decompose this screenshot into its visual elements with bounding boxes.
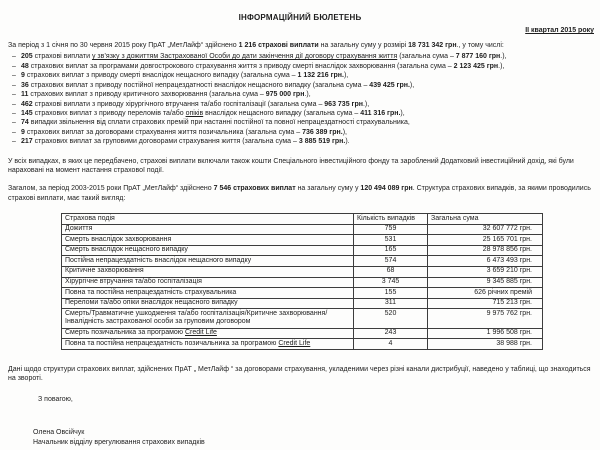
text-segment: ), <box>409 81 415 89</box>
quarter-label: ІІ квартал 2015 року <box>525 27 594 34</box>
text-segment: 9 <box>21 72 25 80</box>
text-segment: випадки звільнення від сплати страхових премій при настанні постійної та повної непрацездатності страхувальника, <box>28 119 410 127</box>
count-cell: 155 <box>354 288 428 299</box>
text-segment: 7 546 страхових виплат <box>213 185 296 193</box>
text-segment: .), <box>362 100 370 108</box>
text-segment: Переломи та/або опіки внаслідок нещасного випадку <box>65 299 238 307</box>
text-segment: Смерть внаслідок нещасного випадку <box>65 246 188 254</box>
payout-item <box>0 90 594 99</box>
table-row <box>62 224 543 235</box>
payout-item <box>0 71 594 80</box>
table-row <box>62 288 543 299</box>
event-cell <box>62 256 354 267</box>
text-segment: страхові виплати <box>32 53 92 61</box>
text-segment: .), <box>500 53 507 61</box>
text-segment: 462 <box>21 100 33 108</box>
text-segment: на загальну суму у <box>295 185 361 193</box>
event-cell <box>62 235 354 246</box>
sum-cell: 25 165 701 грн. <box>428 235 543 246</box>
sum-cell: 3 659 210 грн. <box>428 266 543 277</box>
table-row <box>62 339 543 350</box>
text-segment: Смерть/Травматичне ушкодження та/або госпіталізація/Критичне захворювання/ Інвалідність застрахованої особи за груповим договором <box>65 309 328 326</box>
text-segment: Постійна непрацездатність внаслідок нещасного випадку <box>65 256 252 264</box>
event-cell <box>62 288 354 299</box>
table-row <box>62 266 543 277</box>
payout-list <box>0 52 594 147</box>
text-segment: . Структура страхових випадків, за якими проводились страхові виплати, має такий вигляд: <box>8 185 591 202</box>
text-segment: 9 <box>21 128 25 136</box>
sum-cell: 32 607 772 грн. <box>428 224 543 235</box>
distribution-note-paragraph: Дані щодо структури страхових виплат, здійснених ПрАТ „ МетЛайф “ за договорами страхування, укладеними через різні канали дистрибуції, наведено у таблиці, що знаходиться на звороті. <box>8 365 591 383</box>
text-segment: 1 216 страхові виплати <box>238 42 319 49</box>
text-segment: 439 425 грн. <box>369 81 410 89</box>
count-cell: 759 <box>354 224 428 235</box>
event-cell <box>62 245 354 256</box>
text-segment: 11 <box>21 91 29 99</box>
sum-cell: 28 978 856 грн. <box>428 245 543 256</box>
text-segment: .), <box>304 91 311 99</box>
header-total-sum: Загальна сума <box>428 214 543 225</box>
text-segment: .), <box>498 62 505 70</box>
count-cell: 68 <box>354 266 428 277</box>
count-cell: 3 745 <box>354 277 428 288</box>
table-row <box>62 235 543 246</box>
text-segment: 120 494 089 грн <box>360 185 413 193</box>
claims-table-wrap <box>61 213 600 350</box>
text-segment: Смерть позичальника за програмою <box>65 329 185 337</box>
payout-item <box>0 62 594 71</box>
text-segment: Повна та постійна непрацездатність позичальника за програмою <box>65 339 279 347</box>
text-segment: страхових виплат за договорами страхування життя позичальника (загальна сума – <box>24 128 303 136</box>
count-cell: 165 <box>354 245 428 256</box>
intro-paragraph <box>8 41 593 50</box>
text-segment: За період з 1 січня по 30 червня 2015 року ПрАТ „МетЛайф“ здійснено <box>8 42 239 49</box>
payout-item <box>0 109 594 118</box>
count-cell: 311 <box>354 298 428 309</box>
text-segment: ., у тому числі: <box>456 42 504 49</box>
total-summary-paragraph <box>8 184 593 203</box>
text-segment: 217 <box>21 138 33 146</box>
text-segment: Хірургічне втручання та/або госпіталізація <box>65 278 202 286</box>
text-segment: (загальна сума – <box>397 53 456 61</box>
text-segment: ), <box>400 110 405 118</box>
table-row <box>62 245 543 256</box>
text-segment: Дожиття <box>65 225 93 233</box>
text-segment: 736 389 грн. <box>302 128 343 136</box>
text-segment: 74 <box>21 119 29 127</box>
table-row <box>62 277 543 288</box>
event-cell <box>62 298 354 309</box>
header-case-count: Кількість випадків <box>354 214 428 225</box>
payout-item <box>0 81 594 90</box>
text-segment: Credit Life <box>185 329 217 337</box>
signatory-name: Олена Овсійчук <box>33 429 85 437</box>
text-segment: 2 123 425 грн <box>453 62 499 70</box>
text-segment: Смерть внаслідок захворювання <box>65 235 172 243</box>
table-row <box>62 298 543 309</box>
count-cell: 531 <box>354 235 428 246</box>
text-segment: у зв’язку з дожиттям Застрахованої Особи до дати закінчення дії договору страхування життя <box>91 53 398 61</box>
count-cell: 574 <box>354 256 428 267</box>
bulletin-title: ІНФОРМАЦІЙНИЙ БЮЛЕТЕНЬ <box>238 13 362 22</box>
event-cell <box>62 277 354 288</box>
text-segment: 411 316 грн. <box>360 110 401 118</box>
text-segment: 205 <box>21 53 33 61</box>
count-cell: 520 <box>354 309 428 328</box>
text-segment: 145 <box>21 110 33 118</box>
claims-table <box>61 213 543 350</box>
text-segment: страхових виплат за програмами довгострокового страхування життя з приводу смерті внаслідок захворювання (загальна сума – <box>28 62 454 70</box>
payout-item <box>0 137 594 146</box>
event-cell <box>62 309 354 328</box>
payout-item <box>0 128 594 137</box>
event-cell <box>62 339 354 350</box>
text-segment: страхових виплат з приводу смерті внаслідок нещасного випадку (загальна сума – <box>24 72 298 80</box>
text-segment: Повна та постійна непрацездатність страхувальника <box>65 288 237 296</box>
event-cell <box>62 266 354 277</box>
text-segment: Критичне захворювання <box>65 267 144 275</box>
text-segment: ), <box>342 128 347 136</box>
table-row <box>62 328 543 339</box>
sum-cell: 6 473 493 грн. <box>428 256 543 267</box>
text-segment: Загалом, за період 2003-2015 роки ПрАТ „МетЛайф“ здійснено <box>8 185 214 193</box>
sum-cell: 9 975 762 грн. <box>428 309 543 328</box>
event-cell <box>62 224 354 235</box>
text-segment: 48 <box>21 62 29 70</box>
signature-block <box>33 428 600 447</box>
text-segment: 36 <box>21 81 29 89</box>
sum-cell: 1 996 508 грн. <box>428 328 543 339</box>
text-segment: 975 000 грн <box>265 91 305 99</box>
signatory-title: Начальник відділу врегулювання страхових випадків <box>33 438 205 446</box>
text-segment: на загальну суму у розмірі <box>318 42 409 49</box>
text-segment: страхових виплат з приводу переломів та/або <box>32 110 186 118</box>
text-segment: страхових виплат за груповими договорами страхування життя (загальна сума – <box>32 138 299 146</box>
payout-item <box>0 52 594 61</box>
header-insured-event: Страхова подія <box>62 214 354 225</box>
count-cell: 243 <box>354 328 428 339</box>
regards-line: З повагою, <box>38 396 73 404</box>
text-segment: опіків <box>185 110 204 118</box>
sum-cell: 715 213 грн. <box>428 298 543 309</box>
text-segment: 963 735 грн <box>324 100 363 108</box>
investment-note-paragraph: У всіх випадках, в яких це передбачено, страхові виплати включали також кошти Спеціального інвестиційного фонду та зароблений Додатковий інвестиційний дохід, які були нараховані на момент настання страхової події. <box>8 157 574 175</box>
sum-cell: 626 річних премій <box>428 288 543 299</box>
payout-item <box>0 100 594 109</box>
text-segment: ). <box>345 138 350 146</box>
text-segment: внаслідок нещасного випадку (загальна сума – <box>203 110 361 118</box>
sum-cell: 38 988 грн. <box>428 339 543 350</box>
text-segment: ), <box>343 72 349 80</box>
table-header-row <box>62 214 543 225</box>
text-segment: 18 731 342 грн <box>408 42 457 49</box>
table-row <box>62 309 543 328</box>
count-cell: 4 <box>354 339 428 350</box>
payout-item <box>0 118 594 127</box>
text-segment: страхових виплат з приводу критичного захворювання (загальна сума – <box>28 91 266 99</box>
text-segment: 3 885 519 грн. <box>298 138 346 146</box>
text-segment: Credit Life <box>278 339 311 347</box>
sum-cell: 9 345 885 грн. <box>428 277 543 288</box>
text-segment: страхові виплати з приводу хірургічного втручання та/або госпіталізації (загальна сума – <box>32 100 325 108</box>
text-segment: 7 877 160 грн <box>455 53 501 61</box>
table-row <box>62 256 543 267</box>
event-cell <box>62 328 354 339</box>
text-segment: страхових виплат з приводу постійної непрацездатності внаслідок нещасного випадку (загальна сума – <box>28 81 370 89</box>
text-segment: 1 132 216 грн. <box>297 72 344 80</box>
